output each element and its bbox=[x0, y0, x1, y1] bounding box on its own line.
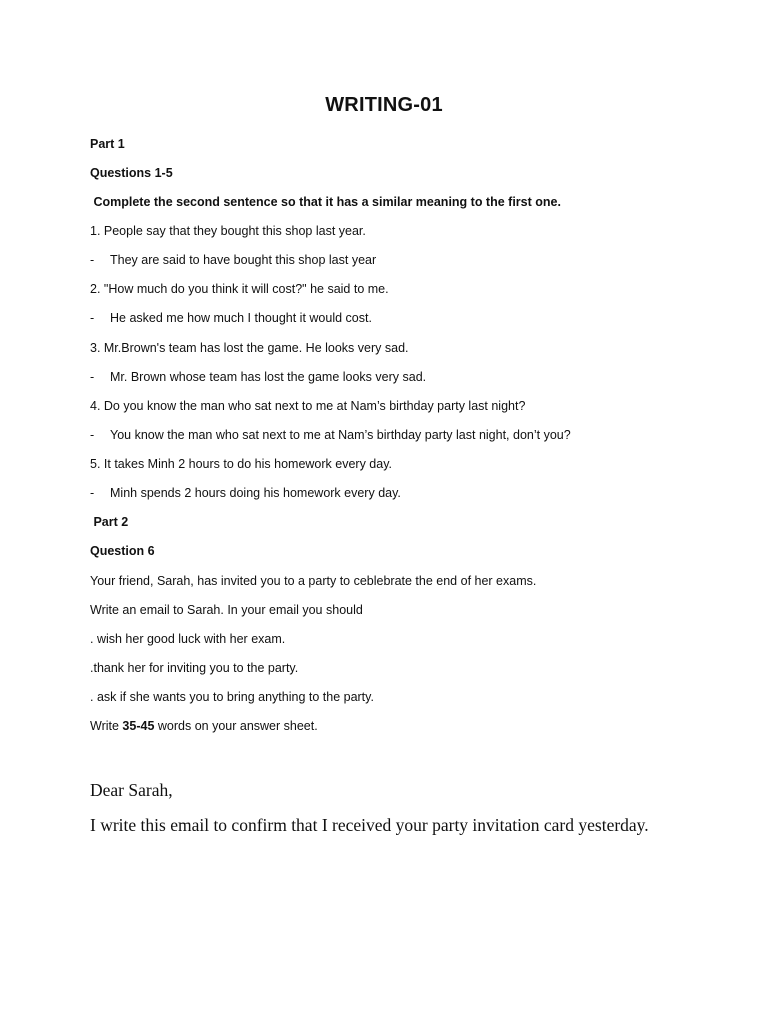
email-greeting: Dear Sarah, bbox=[90, 780, 173, 800]
question-4: 4. Do you know the man who sat next to me at Nam’s birthday party last night? bbox=[90, 399, 526, 413]
instruction-text: Complete the second sentence so that it has a similar meaning to the first one. bbox=[90, 195, 561, 209]
answer-2-text: He asked me how much I thought it would cost. bbox=[110, 311, 372, 325]
answer-1 bbox=[90, 252, 376, 268]
dash-bullet: - bbox=[90, 428, 95, 442]
task-point-2: .thank her for inviting you to the party. bbox=[90, 661, 299, 675]
word-limit-value: 35-45 bbox=[122, 719, 155, 733]
page-title: WRITING-01 bbox=[325, 94, 443, 116]
answer-3 bbox=[90, 369, 426, 385]
answer-5-text: Minh spends 2 hours doing his homework every day. bbox=[110, 486, 401, 500]
email-body: I write this email to confirm that I received your party invitation card yesterday. bbox=[90, 815, 649, 835]
answer-3-text: Mr. Brown whose team has lost the game looks very sad. bbox=[110, 370, 427, 384]
part2-label: Part 2 bbox=[90, 515, 129, 529]
question-3: 3. Mr.Brown's team has lost the game. He looks very sad. bbox=[90, 341, 409, 355]
question-6-label: Question 6 bbox=[90, 544, 155, 558]
dash-bullet: - bbox=[90, 486, 95, 500]
task-point-3: . ask if she wants you to bring anything to the party. bbox=[90, 690, 374, 704]
question-2: 2. "How much do you think it will cost?" he said to me. bbox=[90, 282, 389, 296]
word-limit-prefix: Write bbox=[90, 719, 123, 733]
dash-bullet: - bbox=[90, 370, 95, 384]
answer-4 bbox=[90, 427, 571, 443]
part2-task: Write an email to Sarah. In your email you should bbox=[90, 603, 363, 617]
answer-2 bbox=[90, 310, 372, 326]
word-limit bbox=[90, 718, 318, 734]
task-point-1: . wish her good luck with her exam. bbox=[90, 632, 286, 646]
word-limit-suffix: words on your answer sheet. bbox=[154, 719, 318, 733]
question-5: 5. It takes Minh 2 hours to do his homework every day. bbox=[90, 457, 392, 471]
part2-prompt: Your friend, Sarah, has invited you to a party to ceblebrate the end of her exams. bbox=[90, 574, 537, 588]
answer-4-text: You know the man who sat next to me at Nam’s birthday party last night, don’t you? bbox=[110, 428, 571, 442]
part1-label: Part 1 bbox=[90, 137, 125, 151]
dash-bullet: - bbox=[90, 311, 95, 325]
answer-1-text: They are said to have bought this shop last year bbox=[110, 253, 377, 267]
dash-bullet: - bbox=[90, 253, 95, 267]
question-1: 1. People say that they bought this shop last year. bbox=[90, 224, 366, 238]
questions-label: Questions 1-5 bbox=[90, 166, 173, 180]
answer-5 bbox=[90, 485, 401, 501]
